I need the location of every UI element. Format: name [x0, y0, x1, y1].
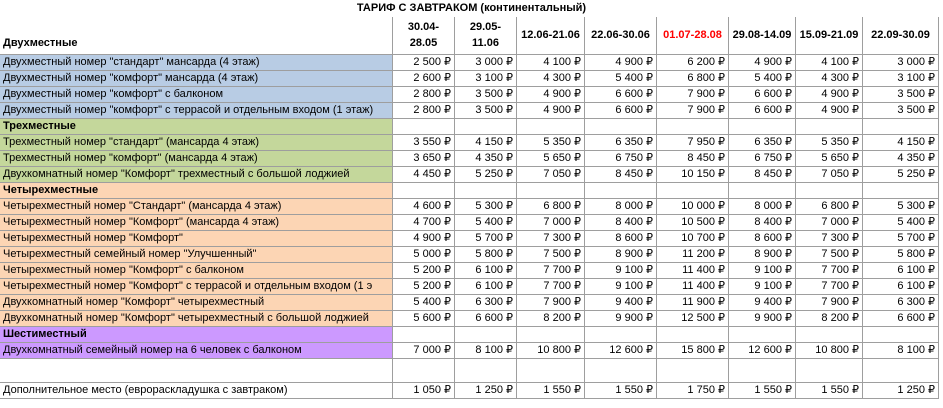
price-cell[interactable]: 10 000 ₽ [657, 199, 729, 215]
price-cell[interactable]: 6 300 ₽ [863, 295, 939, 311]
price-cell[interactable]: 10 700 ₽ [657, 231, 729, 247]
room-name[interactable]: Двухместный номер "стандарт" мансарда (4 этаж) [0, 55, 393, 71]
price-cell[interactable]: 6 600 ₽ [585, 87, 657, 103]
price-cell[interactable]: 2 800 ₽ [393, 87, 455, 103]
room-name[interactable]: Двухкомнатный номер "Комфорт" трехместный с большой лоджией [0, 167, 393, 183]
price-cell[interactable]: 6 600 ₽ [455, 311, 517, 327]
price-cell[interactable]: 6 100 ₽ [863, 263, 939, 279]
price-cell[interactable]: 7 700 ₽ [796, 263, 863, 279]
room-name[interactable]: Четырехместный номер "Комфорт" с террасой и отдельным входом (1 э [0, 279, 393, 295]
price-cell[interactable]: 6 750 ₽ [729, 151, 796, 167]
price-cell[interactable]: 11 900 ₽ [657, 295, 729, 311]
price-cell[interactable]: 7 050 ₽ [796, 167, 863, 183]
price-cell[interactable]: 7 500 ₽ [517, 247, 585, 263]
table-title: ТАРИФ С ЗАВТРАКОМ (континентальный) [356, 2, 587, 14]
price-cell[interactable]: 12 600 ₽ [729, 343, 796, 359]
group-label[interactable]: Шестиместный [0, 327, 393, 343]
price-cell[interactable]: 8 450 ₽ [585, 167, 657, 183]
empty-cell[interactable] [0, 359, 393, 383]
price-cell[interactable]: 4 450 ₽ [393, 167, 455, 183]
table-row [0, 71, 943, 87]
price-cell[interactable]: 1 550 ₽ [585, 383, 657, 399]
empty-cell[interactable] [729, 359, 796, 383]
price-cell[interactable] [729, 327, 796, 343]
price-cell[interactable]: 5 350 ₽ [796, 135, 863, 151]
price-cell[interactable]: 4 300 ₽ [796, 71, 863, 87]
price-cell[interactable]: 3 100 ₽ [455, 71, 517, 87]
price-cell[interactable]: 4 100 ₽ [517, 55, 585, 71]
price-cell[interactable] [657, 119, 729, 135]
price-cell[interactable]: 8 200 ₽ [796, 311, 863, 327]
table-row [0, 279, 943, 295]
price-cell[interactable]: 8 900 ₽ [729, 247, 796, 263]
price-cell[interactable]: 4 900 ₽ [393, 231, 455, 247]
price-cell[interactable]: 12 500 ₽ [657, 311, 729, 327]
price-cell[interactable]: 4 700 ₽ [393, 215, 455, 231]
price-cell[interactable] [517, 327, 585, 343]
price-cell[interactable]: 3 500 ₽ [455, 103, 517, 119]
price-cell[interactable]: 7 700 ₽ [517, 279, 585, 295]
price-cell[interactable]: 9 900 ₽ [585, 311, 657, 327]
price-cell[interactable]: 8 400 ₽ [585, 215, 657, 231]
price-cell[interactable]: 1 250 ₽ [863, 383, 939, 399]
room-name[interactable]: Двухместный номер "комфорт" мансарда (4 этаж) [0, 71, 393, 87]
price-cell[interactable] [585, 183, 657, 199]
price-cell[interactable]: 3 000 ₽ [455, 55, 517, 71]
room-name[interactable]: Двухместный номер "комфорт" с террасой и отдельным входом (1 этаж) [0, 103, 393, 119]
price-cell[interactable] [455, 327, 517, 343]
table-row [0, 231, 943, 247]
header-period-line1: 15.09-21.09 [799, 29, 859, 41]
price-cell[interactable]: 8 000 ₽ [729, 199, 796, 215]
price-cell[interactable]: 6 600 ₽ [729, 87, 796, 103]
price-cell[interactable]: 7 900 ₽ [657, 103, 729, 119]
price-cell[interactable]: 3 500 ₽ [863, 87, 939, 103]
price-cell[interactable]: 5 250 ₽ [455, 167, 517, 183]
spacer-row [0, 359, 943, 383]
header-category-label[interactable]: Двухместные [0, 17, 393, 55]
group-label[interactable]: Трехместные [0, 119, 393, 135]
price-cell[interactable] [796, 327, 863, 343]
price-cell[interactable]: 7 900 ₽ [517, 295, 585, 311]
price-cell[interactable]: 8 450 ₽ [657, 151, 729, 167]
price-cell[interactable]: 6 100 ₽ [863, 279, 939, 295]
header-period[interactable] [863, 17, 939, 55]
price-cell[interactable]: 6 100 ₽ [455, 279, 517, 295]
price-cell[interactable]: 4 900 ₽ [585, 55, 657, 71]
room-name[interactable]: Четырехместный номер "Комфорт" с балконом [0, 263, 393, 279]
empty-cell[interactable] [585, 359, 657, 383]
empty-cell[interactable] [796, 359, 863, 383]
price-cell[interactable]: 6 350 ₽ [585, 135, 657, 151]
table-row [0, 151, 943, 167]
price-cell[interactable]: 6 600 ₽ [863, 311, 939, 327]
price-cell[interactable]: 9 400 ₽ [729, 295, 796, 311]
table-row [0, 167, 943, 183]
header-period-line1: 12.06-21.06 [521, 29, 580, 41]
price-cell[interactable]: 4 350 ₽ [455, 151, 517, 167]
price-cell[interactable]: 5 800 ₽ [455, 247, 517, 263]
price-cell[interactable]: 5 300 ₽ [455, 199, 517, 215]
price-cell[interactable]: 1 050 ₽ [393, 383, 455, 399]
price-cell[interactable]: 7 000 ₽ [517, 215, 585, 231]
price-cell[interactable]: 4 600 ₽ [393, 199, 455, 215]
price-cell[interactable]: 7 700 ₽ [517, 263, 585, 279]
price-cell[interactable] [729, 119, 796, 135]
room-name[interactable]: Трехместный номер "комфорт" (мансарда 4 этаж) [0, 151, 393, 167]
price-cell[interactable]: 4 900 ₽ [796, 87, 863, 103]
price-cell[interactable]: 5 000 ₽ [393, 247, 455, 263]
room-name[interactable]: Двухкомнатный номер "Комфорт" четырехместный с большой лоджией [0, 311, 393, 327]
price-cell[interactable]: 4 900 ₽ [517, 103, 585, 119]
price-cell[interactable] [796, 183, 863, 199]
price-cell[interactable]: 5 400 ₽ [585, 71, 657, 87]
price-cell[interactable]: 7 300 ₽ [517, 231, 585, 247]
price-cell[interactable]: 3 500 ₽ [863, 103, 939, 119]
header-period[interactable] [729, 17, 796, 55]
header-period-line1: 30.04- [407, 21, 440, 33]
price-cell[interactable]: 7 050 ₽ [517, 167, 585, 183]
table-row [0, 87, 943, 103]
group-row [0, 119, 943, 135]
price-cell[interactable]: 2 800 ₽ [393, 103, 455, 119]
price-cell[interactable]: 4 900 ₽ [796, 103, 863, 119]
price-cell[interactable] [729, 183, 796, 199]
price-cell[interactable]: 7 700 ₽ [796, 279, 863, 295]
price-cell[interactable]: 6 800 ₽ [796, 199, 863, 215]
group-row [0, 183, 943, 199]
price-cell[interactable]: 3 550 ₽ [393, 135, 455, 151]
price-cell[interactable] [863, 119, 939, 135]
price-cell[interactable]: 10 500 ₽ [657, 215, 729, 231]
price-cell[interactable]: 5 650 ₽ [796, 151, 863, 167]
price-cell[interactable]: 3 000 ₽ [863, 55, 939, 71]
table-row [0, 263, 943, 279]
price-cell[interactable]: 4 150 ₽ [455, 135, 517, 151]
price-cell[interactable]: 7 900 ₽ [796, 295, 863, 311]
empty-cell[interactable] [393, 359, 455, 383]
price-cell[interactable] [393, 183, 455, 199]
price-cell[interactable]: 2 600 ₽ [393, 71, 455, 87]
price-cell[interactable]: 8 450 ₽ [729, 167, 796, 183]
price-cell[interactable]: 6 600 ₽ [729, 103, 796, 119]
price-cell[interactable]: 12 600 ₽ [585, 343, 657, 359]
price-cell[interactable] [585, 327, 657, 343]
price-cell[interactable]: 5 600 ₽ [393, 311, 455, 327]
price-cell[interactable]: 6 100 ₽ [455, 263, 517, 279]
table-row [0, 135, 943, 151]
price-cell[interactable]: 8 600 ₽ [729, 231, 796, 247]
header-row [0, 17, 943, 55]
header-period[interactable] [585, 17, 657, 55]
table-row [0, 247, 943, 263]
price-cell[interactable] [517, 119, 585, 135]
price-cell[interactable]: 4 150 ₽ [863, 135, 939, 151]
price-cell[interactable]: 8 100 ₽ [863, 343, 939, 359]
price-cell[interactable]: 8 400 ₽ [729, 215, 796, 231]
price-cell[interactable] [585, 119, 657, 135]
room-name[interactable]: Четырехместный номер "Стандарт" (мансарда 4 этаж) [0, 199, 393, 215]
price-cell[interactable]: 8 000 ₽ [585, 199, 657, 215]
header-period-line1: 29.08-14.09 [732, 29, 792, 41]
price-cell[interactable]: 10 800 ₽ [796, 343, 863, 359]
room-name[interactable]: Четырехместный номер "Комфорт" [0, 231, 393, 247]
price-cell[interactable]: 6 300 ₽ [455, 295, 517, 311]
price-cell[interactable]: 5 300 ₽ [863, 199, 939, 215]
price-cell[interactable]: 4 900 ₽ [517, 87, 585, 103]
price-cell[interactable]: 1 550 ₽ [729, 383, 796, 399]
price-cell[interactable]: 5 700 ₽ [863, 231, 939, 247]
price-cell[interactable]: 4 300 ₽ [517, 71, 585, 87]
table-row [0, 383, 943, 399]
price-cell[interactable] [455, 119, 517, 135]
table-row [0, 55, 943, 71]
price-cell[interactable]: 7 950 ₽ [657, 135, 729, 151]
price-cell[interactable]: 3 650 ₽ [393, 151, 455, 167]
price-cell[interactable]: 10 800 ₽ [517, 343, 585, 359]
header-period-line1: 01.07-28.08 [663, 29, 722, 41]
price-cell[interactable]: 6 200 ₽ [657, 55, 729, 71]
price-cell[interactable]: 5 800 ₽ [863, 247, 939, 263]
price-cell[interactable]: 5 700 ₽ [455, 231, 517, 247]
price-cell[interactable]: 6 350 ₽ [729, 135, 796, 151]
price-cell[interactable]: 5 650 ₽ [517, 151, 585, 167]
header-period[interactable] [657, 17, 729, 55]
price-cell[interactable]: 6 600 ₽ [585, 103, 657, 119]
header-period-line1: 22.09-30.09 [871, 29, 930, 41]
price-cell[interactable] [796, 119, 863, 135]
room-name[interactable]: Четырехместный семейный номер "Улучшенный" [0, 247, 393, 263]
price-cell[interactable]: 5 250 ₽ [863, 167, 939, 183]
price-cell[interactable]: 11 400 ₽ [657, 279, 729, 295]
price-cell[interactable]: 2 500 ₽ [393, 55, 455, 71]
table-row [0, 103, 943, 119]
price-cell[interactable]: 5 400 ₽ [863, 215, 939, 231]
price-cell[interactable]: 9 100 ₽ [729, 279, 796, 295]
table-row [0, 199, 943, 215]
group-row [0, 327, 943, 343]
price-cell[interactable] [455, 183, 517, 199]
price-cell[interactable]: 7 500 ₽ [796, 247, 863, 263]
price-cell[interactable]: 9 100 ₽ [585, 263, 657, 279]
price-cell[interactable]: 4 900 ₽ [729, 55, 796, 71]
header-period[interactable] [393, 17, 455, 55]
price-cell[interactable]: 4 350 ₽ [863, 151, 939, 167]
price-cell[interactable]: 9 100 ₽ [729, 263, 796, 279]
header-period-line1: 22.06-30.06 [591, 29, 650, 41]
table-row [0, 295, 943, 311]
price-cell[interactable]: 1 550 ₽ [796, 383, 863, 399]
header-period[interactable] [796, 17, 863, 55]
price-cell[interactable]: 5 400 ₽ [729, 71, 796, 87]
price-cell[interactable] [657, 183, 729, 199]
group-label[interactable]: Четырехместные [0, 183, 393, 199]
price-cell[interactable] [393, 119, 455, 135]
empty-cell[interactable] [863, 359, 939, 383]
table-row [0, 311, 943, 327]
price-cell[interactable]: 9 400 ₽ [585, 295, 657, 311]
price-cell[interactable] [863, 327, 939, 343]
table-row [0, 343, 943, 359]
price-cell[interactable]: 5 350 ₽ [517, 135, 585, 151]
price-cell[interactable]: 10 150 ₽ [657, 167, 729, 183]
price-cell[interactable]: 7 000 ₽ [796, 215, 863, 231]
room-name[interactable]: Четырехместный номер "Комфорт" (мансарда 4 этаж) [0, 215, 393, 231]
price-cell[interactable] [393, 327, 455, 343]
table-row [0, 215, 943, 231]
header-period-line1: 29.05- [469, 21, 502, 33]
price-cell[interactable]: 8 600 ₽ [585, 231, 657, 247]
header-period[interactable] [517, 17, 585, 55]
price-cell[interactable] [517, 183, 585, 199]
price-cell[interactable]: 5 400 ₽ [393, 295, 455, 311]
price-cell[interactable]: 7 900 ₽ [657, 87, 729, 103]
price-cell[interactable]: 1 250 ₽ [455, 383, 517, 399]
empty-cell[interactable] [657, 359, 729, 383]
price-cell[interactable]: 7 000 ₽ [393, 343, 455, 359]
price-cell[interactable]: 9 900 ₽ [729, 311, 796, 327]
price-cell[interactable]: 8 900 ₽ [585, 247, 657, 263]
header-period-line2: 11.06 [472, 37, 499, 49]
price-cell[interactable] [863, 183, 939, 199]
price-cell[interactable]: 1 550 ₽ [517, 383, 585, 399]
price-cell[interactable]: 8 100 ₽ [455, 343, 517, 359]
price-cell[interactable]: 4 100 ₽ [796, 55, 863, 71]
price-cell[interactable]: 11 400 ₽ [657, 263, 729, 279]
price-cell[interactable]: 9 100 ₽ [585, 279, 657, 295]
price-cell[interactable]: 6 750 ₽ [585, 151, 657, 167]
price-cell[interactable] [657, 327, 729, 343]
price-cell[interactable]: 3 500 ₽ [455, 87, 517, 103]
room-name[interactable]: Трехместный номер "стандарт" (мансарда 4 этаж) [0, 135, 393, 151]
header-period-line2: 28.05 [409, 37, 438, 49]
price-cell[interactable]: 11 200 ₽ [657, 247, 729, 263]
room-name[interactable]: Двухкомнатный номер "Комфорт" четырехместный [0, 295, 393, 311]
price-cell[interactable]: 15 800 ₽ [657, 343, 729, 359]
empty-cell[interactable] [517, 359, 585, 383]
room-name[interactable]: Двухместный номер "комфорт" с балконом [0, 87, 393, 103]
room-name[interactable]: Дополнительное место (еврораскладушка с завтраком) [0, 383, 393, 399]
room-name[interactable]: Двухкомнатный семейный номер на 6 человек с балконом [0, 343, 393, 359]
header-period[interactable] [455, 17, 517, 55]
price-cell[interactable]: 5 400 ₽ [455, 215, 517, 231]
price-cell[interactable]: 6 800 ₽ [517, 199, 585, 215]
price-cell[interactable]: 5 200 ₽ [393, 279, 455, 295]
price-cell[interactable]: 7 300 ₽ [796, 231, 863, 247]
price-cell[interactable]: 6 800 ₽ [657, 71, 729, 87]
price-cell[interactable]: 3 100 ₽ [863, 71, 939, 87]
price-cell[interactable]: 5 200 ₽ [393, 263, 455, 279]
empty-cell[interactable] [455, 359, 517, 383]
price-cell[interactable]: 1 750 ₽ [657, 383, 729, 399]
price-cell[interactable]: 8 200 ₽ [517, 311, 585, 327]
